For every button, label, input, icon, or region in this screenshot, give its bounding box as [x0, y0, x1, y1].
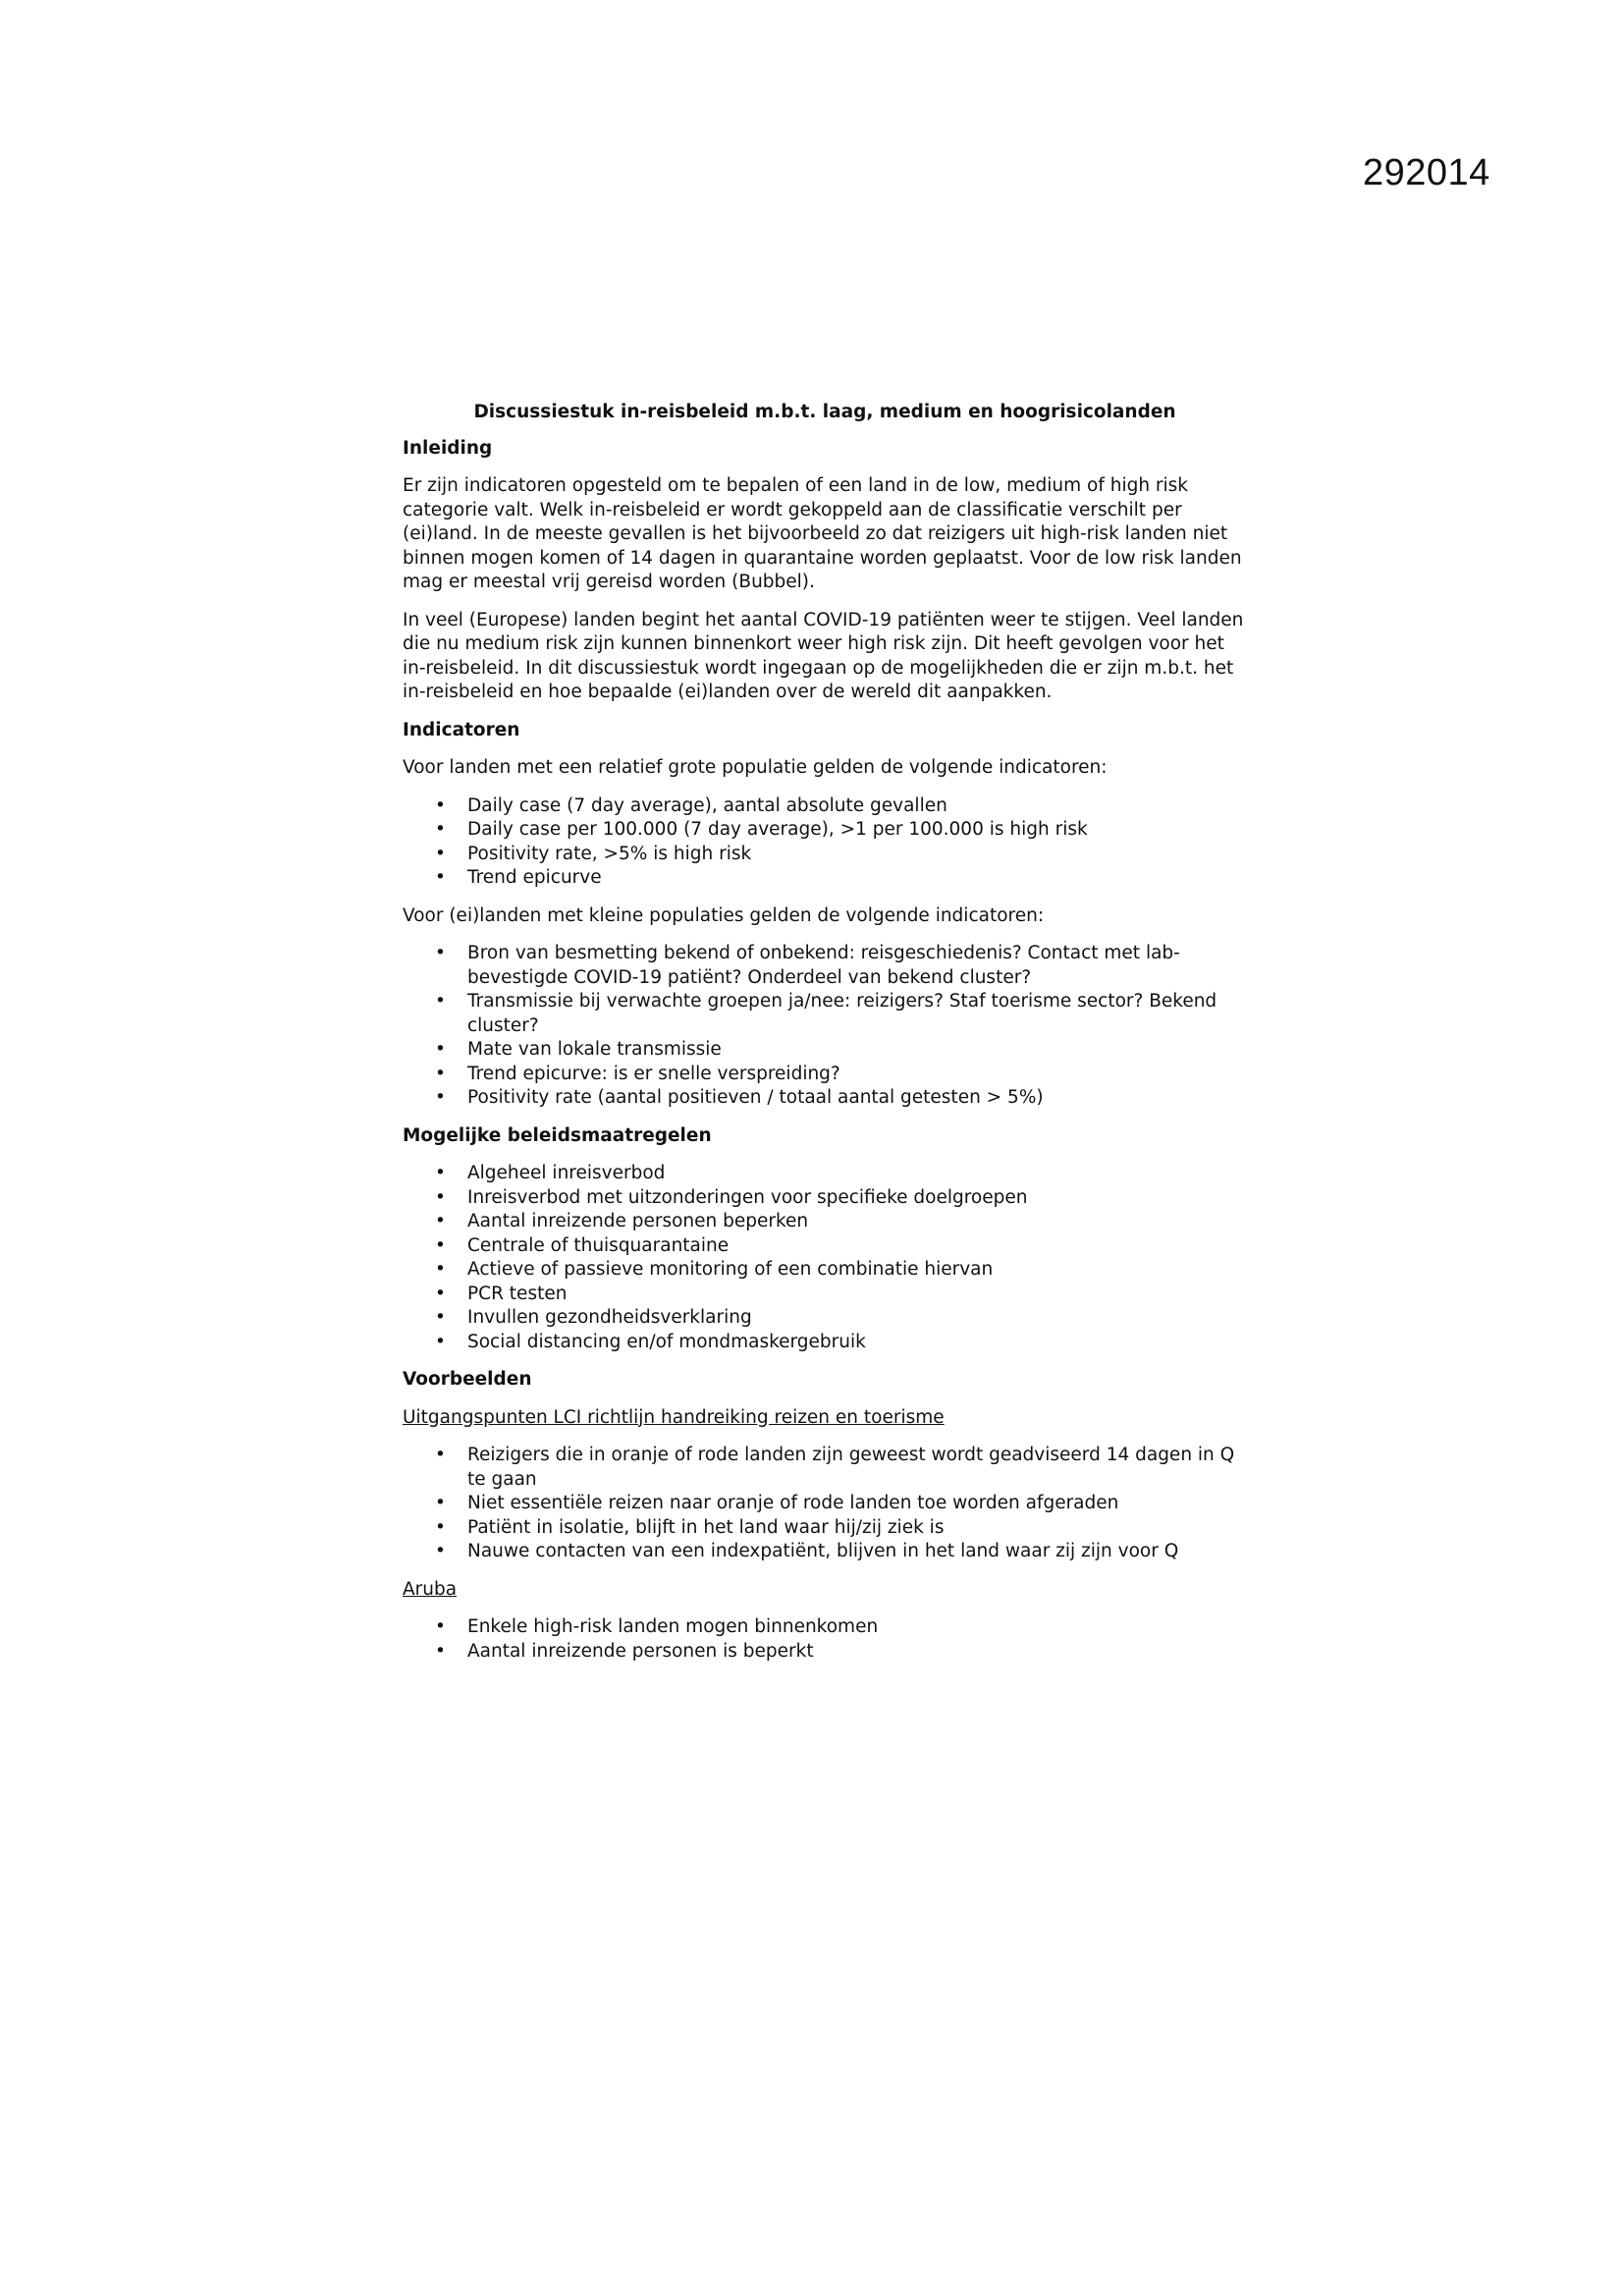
subheading-lci: Uitgangspunten LCI richtlijn handreiking reizen en toerisme: [403, 1406, 945, 1428]
list-item: • Positivity rate (aantal positieven / totaal aantal getesten > 5%): [467, 1086, 1247, 1111]
document-title: Discussiestuk in-reisbeleid m.b.t. laag, medium en hoogrisicolanden: [473, 402, 1176, 422]
list-item: • Niet essentiële reizen naar oranje of rode landen toe worden afgeraden: [467, 1492, 1247, 1516]
list-item: • Reizigers die in oranje of rode landen zijn geweest wordt geadviseerd 14 dagen in Q te gaan: [467, 1444, 1247, 1492]
list-item: • Mate van lokale transmissie: [467, 1038, 1247, 1063]
list-item: • Daily case (7 day average), aantal absolute gevallen: [467, 794, 1247, 819]
list-item: • PCR testen: [467, 1283, 1247, 1307]
list-item: • Invullen gezondheidsverklaring: [467, 1306, 1247, 1331]
list-item: • Patiënt in isolatie, blijft in het land waar hij/zij ziek is: [467, 1516, 1247, 1541]
bullet-list-aruba: [403, 1615, 1247, 1664]
list-item: • Social distancing en/of mondmaskergebruik: [467, 1331, 1247, 1355]
list-item: • Daily case per 100.000 (7 day average), >1 per 100.000 is high risk: [467, 818, 1247, 843]
list-item: • Actieve of passieve monitoring of een combinatie hiervan: [467, 1258, 1247, 1283]
list-item: • Inreisverbod met uitzonderingen voor specifieke doelgroepen: [467, 1186, 1247, 1211]
paragraph: In veel (Europese) landen begint het aantal COVID-19 patiënten weer te stijgen. Veel landen die nu medium risk zijn kunnen binnenkort weer high risk zijn. Dit heeft gevolgen voor het in-reisbeleid. In dit discussiestuk wordt ingegaan op de mogelijkheden die er zijn m.b.t. het in-reisbeleid en hoe bepaalde (ei)landen over de wereld dit aanpakken.: [403, 609, 1244, 702]
paragraph: Er zijn indicatoren opgesteld om te bepalen of een land in de low, medium of high risk categorie valt. Welk in-reisbeleid er wordt gekoppeld aan de classificatie verschilt per (ei)land. In de meeste gevallen is het bijvoorbeeld zo dat reizigers uit high-risk landen niet binnen mogen komen of 14 dagen in quarantaine worden geplaatst. Voor de low risk landen mag er meestal vrij gereisd worden (Bubbel).: [403, 475, 1242, 592]
bullet-list-lci: [403, 1444, 1247, 1564]
document-body: [403, 401, 1247, 1677]
section-heading-inleiding: Inleiding: [403, 437, 493, 459]
paragraph: Voor landen met een relatief grote populatie gelden de volgende indicatoren:: [403, 757, 1108, 778]
bullet-list-small-indicators: [403, 942, 1247, 1111]
bullet-list-maatregelen: [403, 1162, 1247, 1354]
bullet-list-large-indicators: [403, 794, 1247, 891]
list-item: • Centrale of thuisquarantaine: [467, 1234, 1247, 1259]
list-item: • Aantal inreizende personen is beperkt: [467, 1640, 1247, 1665]
list-item: • Positivity rate, >5% is high risk: [467, 843, 1247, 867]
list-item: • Trend epicurve: [467, 866, 1247, 891]
paragraph: Voor (ei)landen met kleine populaties gelden de volgende indicatoren:: [403, 904, 1045, 926]
list-item: • Aantal inreizende personen beperken: [467, 1210, 1247, 1234]
list-item: • Bron van besmetting bekend of onbekend: reisgeschiedenis? Contact met lab-bevestigde COVID-19 patiënt? Onderdeel van bekend cluster?: [467, 942, 1247, 990]
document-number: 292014: [1363, 152, 1490, 193]
section-heading-voorbeelden: Voorbeelden: [403, 1369, 532, 1390]
section-heading-indicatoren: Indicatoren: [403, 719, 520, 740]
subheading-aruba: Aruba: [403, 1578, 458, 1600]
list-item: • Trend epicurve: is er snelle verspreiding?: [467, 1063, 1247, 1087]
list-item: • Nauwe contacten van een indexpatiënt, blijven in het land waar zij zijn voor Q: [467, 1540, 1247, 1564]
list-item: • Algeheel inreisverbod: [467, 1162, 1247, 1186]
list-item: • Transmissie bij verwachte groepen ja/nee: reizigers? Staf toerisme sector? Bekend cluster?: [467, 990, 1247, 1038]
list-item: • Enkele high-risk landen mogen binnenkomen: [467, 1615, 1247, 1640]
section-heading-maatregelen: Mogelijke beleidsmaatregelen: [403, 1124, 712, 1146]
